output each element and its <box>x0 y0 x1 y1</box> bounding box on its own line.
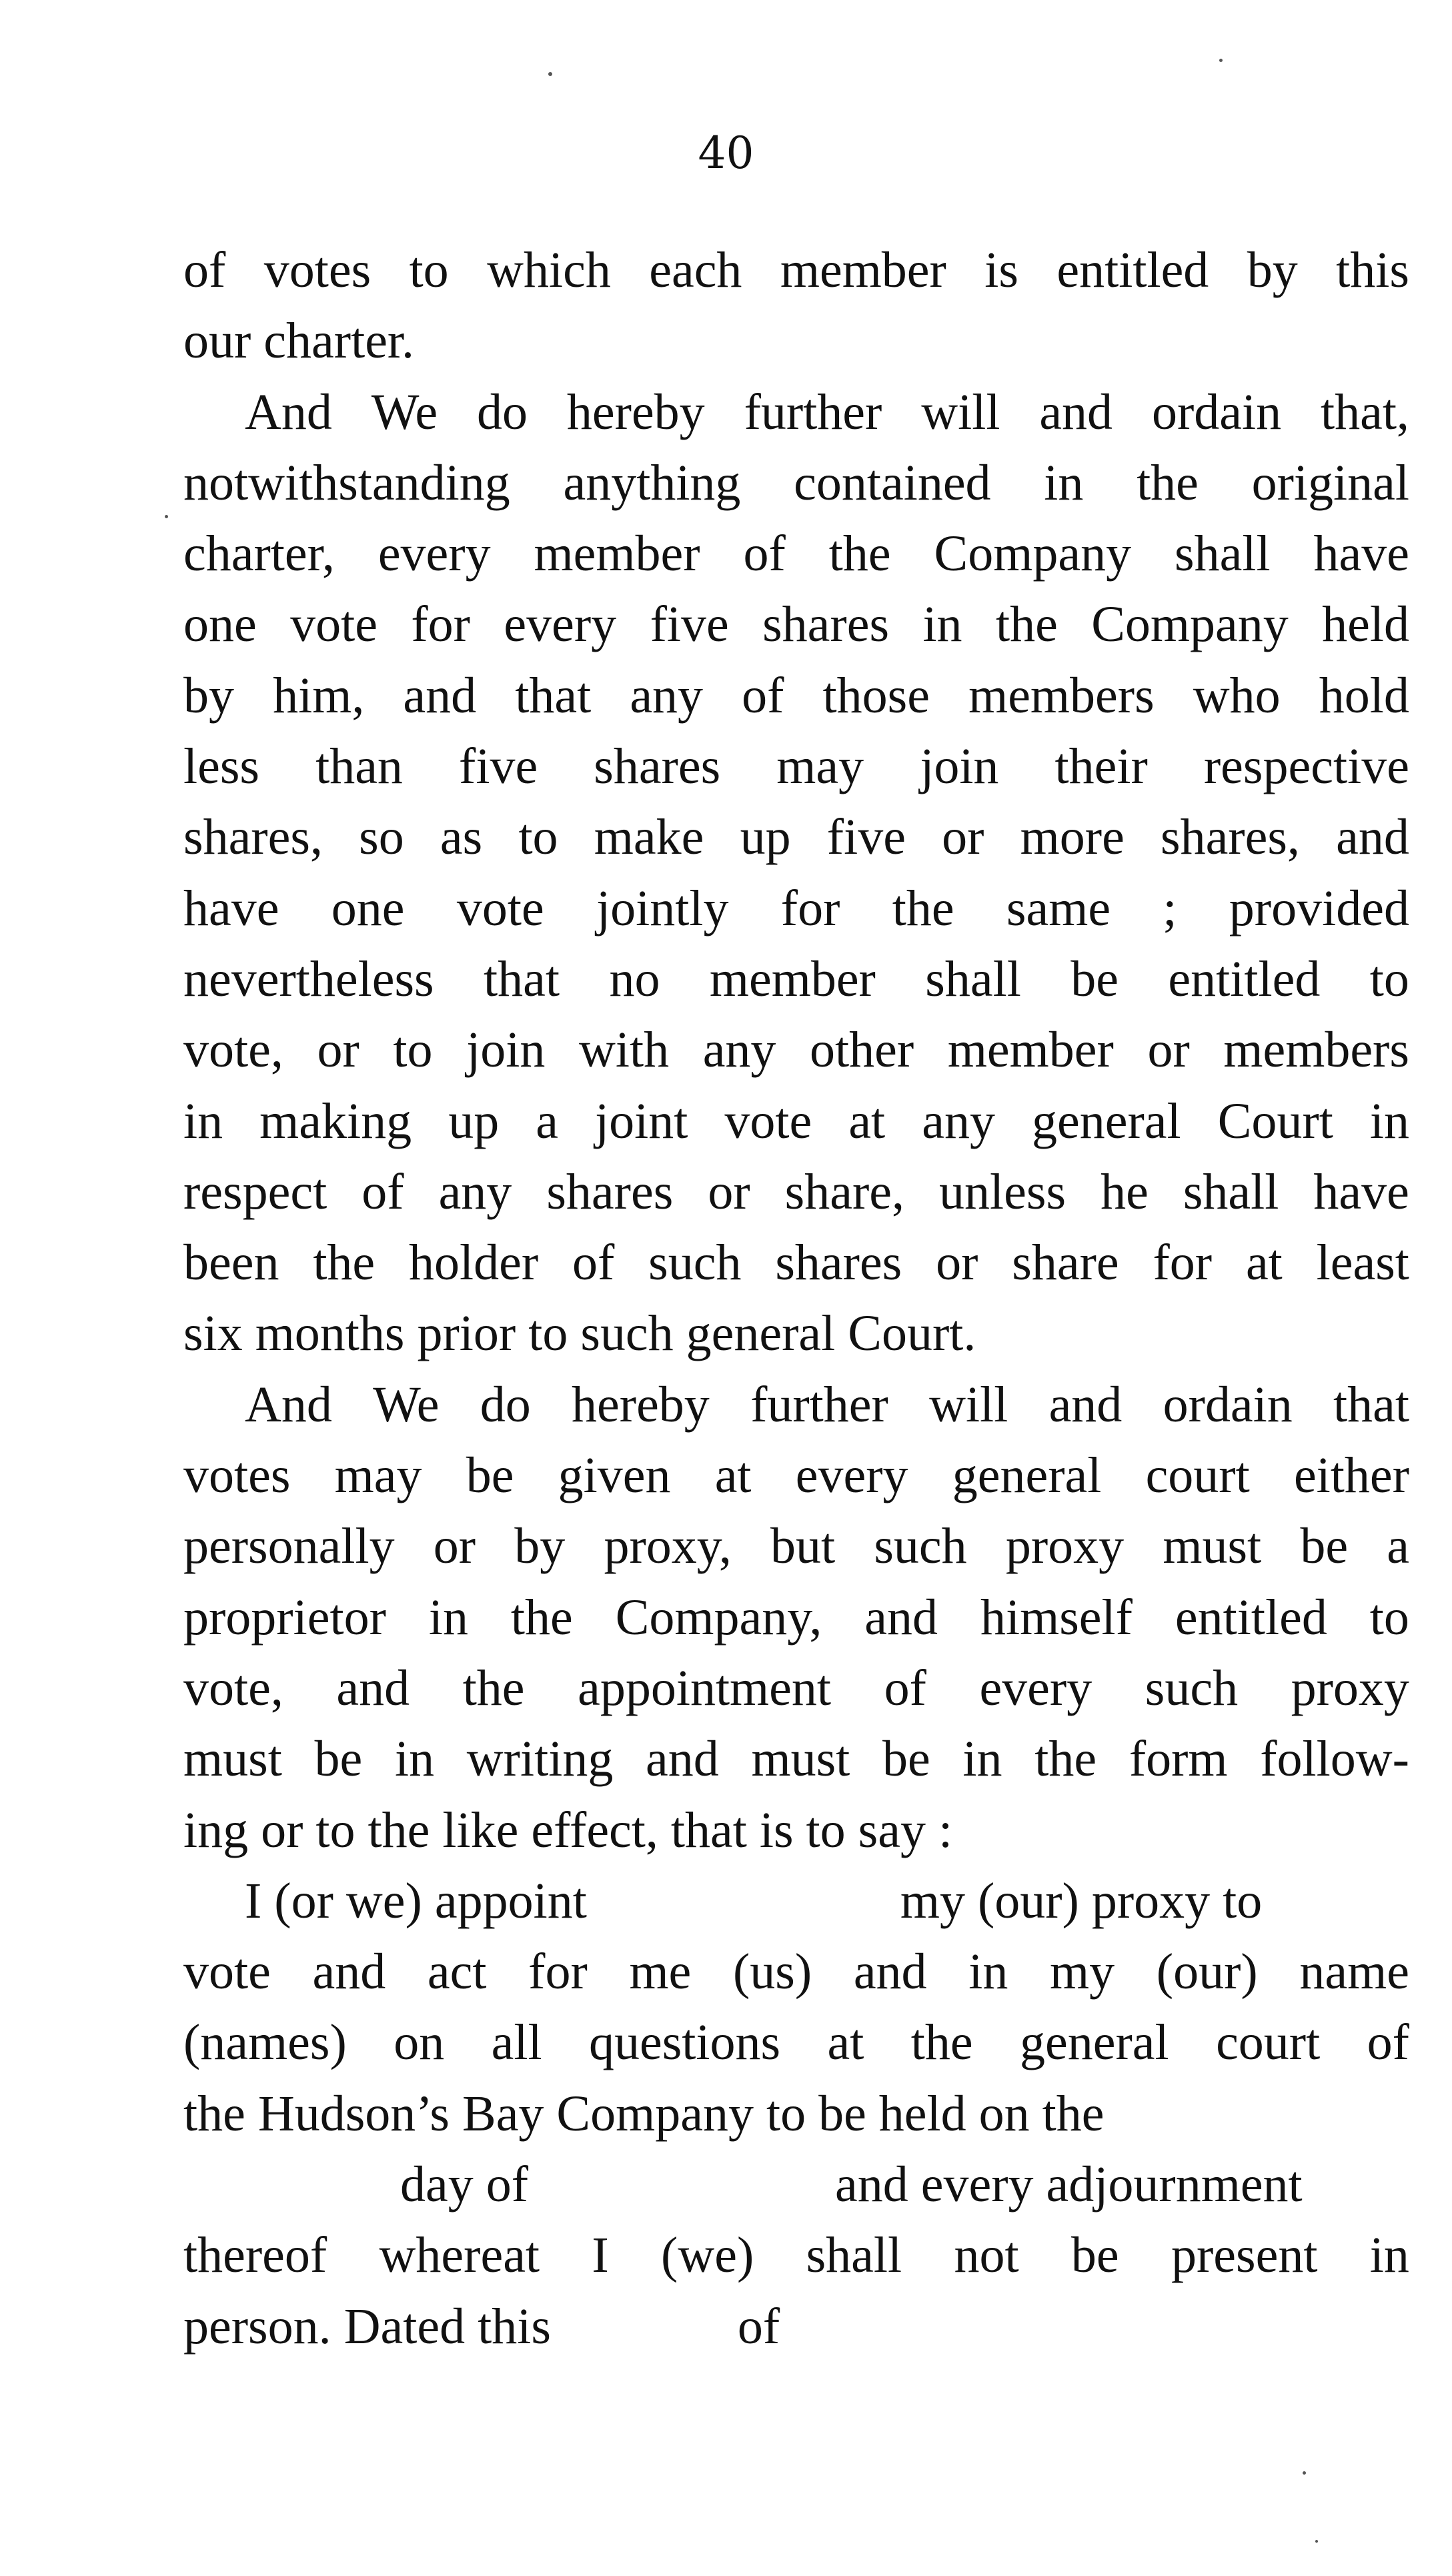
form-line: the Hudson’s Bay Company to be held on the <box>183 2085 1105 2142</box>
word: a <box>536 1093 558 1149</box>
word: making <box>259 1093 412 1149</box>
word: in <box>394 1731 435 1788</box>
word: unless <box>939 1163 1066 1220</box>
text-line <box>183 1157 1409 1227</box>
word: proprietor <box>183 1589 386 1646</box>
word: share, <box>784 1163 905 1220</box>
word: will <box>921 384 1000 440</box>
word: do <box>477 384 528 440</box>
word: is <box>984 242 1018 298</box>
word: be <box>882 1731 930 1788</box>
word: than <box>315 738 403 795</box>
word: charter, <box>183 526 335 582</box>
word: those <box>822 667 930 724</box>
paper-speck <box>165 515 168 518</box>
word: shall <box>1183 1163 1279 1220</box>
form-line <box>183 1866 1409 1936</box>
text-line <box>183 944 1409 1015</box>
word: of <box>361 1163 404 1220</box>
text-line: our charter. <box>183 313 415 370</box>
word: (we) <box>661 2227 754 2284</box>
word: form <box>1129 1731 1228 1788</box>
word: have <box>183 880 279 936</box>
word: and <box>312 1944 386 2000</box>
word: held <box>1322 596 1409 653</box>
word: all <box>491 2014 542 2071</box>
word: that <box>1333 1376 1409 1433</box>
word: in <box>428 1589 468 1646</box>
word: shall <box>1175 526 1271 582</box>
text-line <box>183 1015 1409 1085</box>
word: be <box>1070 2227 1119 2284</box>
word: join <box>466 1022 546 1079</box>
word: must <box>751 1731 850 1788</box>
word: appointment <box>578 1660 832 1716</box>
word: further <box>750 1376 888 1433</box>
word: the <box>892 880 954 936</box>
word: hereby <box>566 384 705 440</box>
word: questions <box>588 2014 781 2071</box>
word: such <box>1145 1660 1239 1716</box>
text-line <box>183 235 1409 305</box>
word: least <box>1316 1235 1409 1291</box>
word: members <box>968 667 1155 724</box>
word: vote <box>183 1944 271 2000</box>
word: court <box>1216 2014 1321 2071</box>
word: at <box>714 1447 752 1504</box>
text-line <box>183 1511 1409 1581</box>
word: ordain <box>1151 384 1282 440</box>
word: proxy <box>1005 1518 1125 1575</box>
word: vote <box>724 1093 812 1149</box>
word: proxy, <box>604 1518 732 1575</box>
word: must <box>1163 1518 1262 1575</box>
word: thereof <box>183 2227 327 2284</box>
blank-space <box>183 2149 400 2220</box>
word: Company, <box>615 1589 822 1646</box>
word: less <box>183 738 259 795</box>
word: of <box>572 1235 615 1291</box>
word: shares <box>762 596 890 653</box>
word: at <box>848 1093 886 1149</box>
word: every <box>979 1660 1093 1716</box>
form-text: I (or we) appoint <box>245 1872 587 1929</box>
word: And <box>245 384 332 440</box>
word: and <box>853 1944 927 2000</box>
word: proxy <box>1291 1660 1409 1716</box>
word: hold <box>1319 667 1409 724</box>
word: personally <box>183 1518 395 1575</box>
word: for <box>1153 1235 1213 1291</box>
word: in <box>962 1731 1002 1788</box>
word: shall <box>925 950 1021 1007</box>
word: shall <box>806 2227 902 2284</box>
word: up <box>448 1093 500 1149</box>
word: join <box>920 738 999 795</box>
word: jointly <box>596 880 729 936</box>
form-line <box>183 2220 1409 2291</box>
word: shares <box>594 738 721 795</box>
word: that, <box>1320 384 1409 440</box>
word: holder <box>409 1235 539 1291</box>
body-text <box>183 235 1409 2362</box>
blank-space <box>587 1866 900 1936</box>
word: contained <box>794 454 991 511</box>
word: to <box>1369 950 1409 1007</box>
word: or <box>317 1022 359 1079</box>
word: do <box>480 1376 531 1433</box>
word: (names) <box>183 2014 347 2071</box>
word: him, <box>273 667 365 724</box>
word: each <box>649 242 742 298</box>
page-number: 40 <box>698 127 754 179</box>
word: in <box>1369 2227 1409 2284</box>
word: be <box>466 1447 514 1504</box>
word: or <box>433 1518 476 1575</box>
word: Court <box>1217 1093 1333 1149</box>
word: to <box>518 809 558 866</box>
text-line <box>183 518 1409 589</box>
word: in <box>968 1944 1008 2000</box>
word: in <box>183 1093 223 1149</box>
text-line <box>183 1724 1409 1794</box>
word: may <box>334 1447 422 1504</box>
form-text: my (our) proxy to <box>900 1872 1263 1929</box>
text-line <box>183 873 1409 944</box>
word: be <box>1070 950 1119 1007</box>
word: vote <box>456 880 544 936</box>
word: every <box>504 596 617 653</box>
text-line <box>183 1653 1409 1724</box>
word: shares <box>546 1163 674 1220</box>
word: ; <box>1163 880 1177 936</box>
word: the <box>510 1589 573 1646</box>
word: same <box>1006 880 1111 936</box>
word: a <box>1387 1518 1409 1575</box>
word: he <box>1101 1163 1149 1220</box>
word: member <box>947 1022 1114 1079</box>
text-line <box>183 1582 1409 1653</box>
word: the <box>1034 1731 1097 1788</box>
word: member <box>780 242 946 298</box>
word: other <box>810 1022 914 1079</box>
word: at <box>1245 1235 1283 1291</box>
word: five <box>826 809 906 866</box>
text-line <box>183 1227 1409 1298</box>
word: for <box>528 1944 588 2000</box>
word: and <box>864 1589 938 1646</box>
word: but <box>770 1518 836 1575</box>
word: act <box>427 1944 487 2000</box>
form-line <box>183 2149 1409 2220</box>
word: vote, <box>183 1660 283 1716</box>
word: me <box>629 1944 692 2000</box>
word: be <box>314 1731 363 1788</box>
word: whereat <box>379 2227 540 2284</box>
word: writing <box>466 1731 614 1788</box>
blank-space <box>528 2149 835 2220</box>
word: entitled <box>1175 1589 1327 1646</box>
word: have <box>1313 526 1409 582</box>
word: joint <box>595 1093 688 1149</box>
word: by <box>1247 242 1298 298</box>
text-line <box>183 448 1409 518</box>
word: or <box>708 1163 750 1220</box>
word: have <box>1313 1163 1409 1220</box>
word: and <box>403 667 477 724</box>
word: entitled <box>1168 950 1321 1007</box>
word: by <box>514 1518 566 1575</box>
word: entitled <box>1056 242 1209 298</box>
word: five <box>650 596 729 653</box>
word: on <box>394 2014 445 2071</box>
word: of <box>743 526 786 582</box>
word: up <box>740 809 791 866</box>
word: of <box>183 242 226 298</box>
word: given <box>558 1447 671 1504</box>
word: We <box>371 384 438 440</box>
word: one <box>183 596 257 653</box>
word: to <box>393 1022 433 1079</box>
word: members <box>1223 1022 1409 1079</box>
word: vote, <box>183 1022 283 1079</box>
word: for <box>411 596 470 653</box>
word: Company <box>1091 596 1289 653</box>
word: (us) <box>732 1944 812 2000</box>
word: respect <box>183 1163 327 1220</box>
word: I <box>592 2227 609 2284</box>
word: and <box>646 1731 719 1788</box>
word: no <box>609 950 660 1007</box>
word: shares, <box>183 809 323 866</box>
word: their <box>1054 738 1148 795</box>
word: member <box>709 950 876 1007</box>
word: not <box>954 2227 1019 2284</box>
word: shares, <box>1161 809 1300 866</box>
word: respective <box>1203 738 1409 795</box>
word: member <box>534 526 700 582</box>
word: the <box>995 596 1058 653</box>
word: present <box>1171 2227 1318 2284</box>
word: and <box>1336 809 1409 866</box>
word: of <box>1367 2014 1409 2071</box>
word: Company <box>934 526 1132 582</box>
word: as <box>440 809 483 866</box>
word: which <box>487 242 611 298</box>
word: may <box>776 738 864 795</box>
text-line <box>183 802 1409 872</box>
word: to <box>1369 1589 1409 1646</box>
paper-speck <box>1303 2471 1306 2475</box>
word: any <box>922 1093 995 1149</box>
word: We <box>373 1376 440 1433</box>
word: (our) <box>1156 1944 1258 2000</box>
word: of <box>742 667 784 724</box>
word: so <box>359 809 404 866</box>
word: the <box>828 526 891 582</box>
blank-space <box>551 2291 738 2362</box>
word: notwithstanding <box>183 454 510 511</box>
text-line <box>183 1369 1409 1440</box>
text-line <box>183 1440 1409 1511</box>
word: be <box>1300 1518 1349 1575</box>
word: my <box>1049 1944 1115 2000</box>
word: five <box>459 738 538 795</box>
word: of <box>884 1660 926 1716</box>
word: any <box>630 667 704 724</box>
form-text: person. Dated this <box>183 2298 551 2355</box>
word: general <box>1020 2014 1169 2071</box>
word: in <box>922 596 962 653</box>
word: and <box>1039 384 1113 440</box>
text-line <box>183 731 1409 802</box>
word: more <box>1020 809 1125 866</box>
word: the <box>1137 454 1199 511</box>
word: the <box>910 2014 973 2071</box>
word: vote <box>290 596 378 653</box>
text-line <box>183 1086 1409 1157</box>
word: will <box>929 1376 1008 1433</box>
word: that <box>484 950 560 1007</box>
word: every <box>795 1447 908 1504</box>
word: nevertheless <box>183 950 434 1007</box>
word: or <box>942 809 984 866</box>
word: shares <box>775 1235 902 1291</box>
form-line <box>183 2007 1409 2078</box>
word: name <box>1299 1944 1409 2000</box>
word: himself <box>980 1589 1133 1646</box>
form-text: and every adjournment <box>835 2156 1303 2213</box>
word: any <box>438 1163 512 1220</box>
word: with <box>578 1022 670 1079</box>
word: for <box>780 880 840 936</box>
paper-speck <box>1219 59 1223 62</box>
word: or <box>936 1235 978 1291</box>
paper-speck <box>1315 2540 1318 2543</box>
word: And <box>245 1376 332 1433</box>
word: such <box>874 1518 967 1575</box>
word: ordain <box>1163 1376 1293 1433</box>
text-line: six months prior to such general Court. <box>183 1305 976 1362</box>
form-line <box>183 2291 1409 2362</box>
form-text: of <box>737 2298 780 2355</box>
word: the <box>313 1235 376 1291</box>
word: anything <box>563 454 741 511</box>
text-line <box>183 377 1409 448</box>
word: general <box>1032 1093 1181 1149</box>
word: to <box>409 242 449 298</box>
word: in <box>1369 1093 1409 1149</box>
word: that <box>515 667 592 724</box>
word: every <box>378 526 491 582</box>
word: and <box>1048 1376 1123 1433</box>
word: provided <box>1229 880 1409 936</box>
word: or <box>1147 1022 1190 1079</box>
text-line: ing or to the like effect, that is to say : <box>183 1802 953 1858</box>
word: either <box>1293 1447 1409 1504</box>
word: votes <box>183 1447 291 1504</box>
form-text: day of <box>400 2156 529 2213</box>
word: this <box>1336 242 1409 298</box>
word: must <box>183 1731 282 1788</box>
word: make <box>594 809 704 866</box>
word: original <box>1251 454 1409 511</box>
word: court <box>1145 1447 1250 1504</box>
word: been <box>183 1235 279 1291</box>
word: share <box>1012 1235 1119 1291</box>
word: further <box>744 384 882 440</box>
word: at <box>827 2014 864 2071</box>
word: general <box>952 1447 1102 1504</box>
word: in <box>1044 454 1084 511</box>
form-line <box>183 1936 1409 2007</box>
text-line <box>183 660 1409 731</box>
text-line <box>183 589 1409 660</box>
paper-speck <box>548 72 552 76</box>
word: by <box>183 667 234 724</box>
word: one <box>331 880 405 936</box>
word: who <box>1193 667 1281 724</box>
word: any <box>702 1022 776 1079</box>
word: such <box>648 1235 742 1291</box>
word: hereby <box>572 1376 710 1433</box>
word: follow- <box>1260 1731 1409 1788</box>
word: votes <box>263 242 372 298</box>
word: and <box>336 1660 410 1716</box>
word: the <box>462 1660 525 1716</box>
